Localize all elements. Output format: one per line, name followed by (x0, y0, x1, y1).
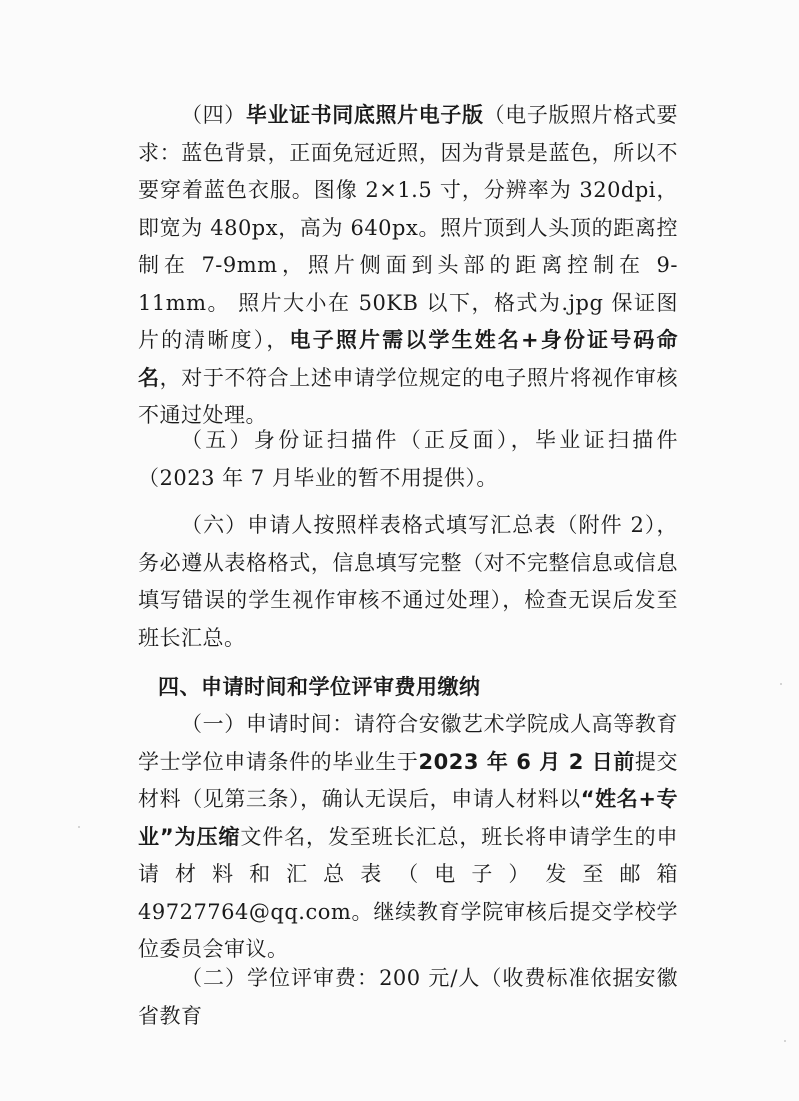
application-time-text-3: 文件名，发至班长汇总，班长将申请学生的申请材料和汇总表（电子）发至邮箱 49727764@qq.com。继续教育学院审核后提交学校学位委员会审议。 (138, 824, 678, 961)
file-naming-rule: “姓名+专业”为压缩 (138, 787, 678, 849)
item-4-note: ，对于不符合上述申请学位规定的电子照片将视作审核不通过处理。 (138, 365, 679, 427)
paragraph-item-5: （五）身份证扫描件（正反面），毕业证扫描件（2023 年 7 月毕业的暂不用提供）。 (138, 428, 678, 490)
item-4-naming-rule: 电子照片需以学生姓名+身份证号码命名 (138, 328, 678, 390)
paragraph-item-6: （六）申请人按照样表格式填写汇总表（附件 2），务必遵从表格格式，信息填写完整（对不完整信息或信息填写错误的学生视作审核不通过处理），检查无误后发至班长汇总。 (138, 513, 678, 650)
paragraph-review-fee: （二）学位评审费：200 元/人（收费标准依据安徽省教育 (138, 966, 678, 1028)
scan-speck (78, 826, 80, 828)
scan-speck (784, 1040, 786, 1042)
paragraph-item-4 (138, 97, 678, 435)
application-time-text: （一）申请时间：请符合安徽艺术学院成人高等教育学士学位申请条件的毕业生于 (138, 712, 678, 774)
section-heading-4: 四、申请时间和学位评审费用缴纳 (158, 675, 481, 699)
item-4-requirements: （电子版照片格式要求：蓝色背景，正面免冠近照，因为背景是蓝色，所以不要穿着蓝色衣服。图像 2×1.5 寸，分辨率为 320dpi，即宽为 480px，高为 640px。照片顶到人头顶的距离控制在 7-9mm，照片侧面到头部的距离控制在 9-11mm。 照片大小在 50KB 以下，格式为.jpg 保证图片的清晰度）， (138, 103, 679, 352)
item-4-title: 毕业证书同底照片电子版 (245, 103, 484, 127)
item-4-marker: （四） (181, 103, 246, 127)
application-time-text-2: 提交材料（见第三条），确认无误后，申请人材料以 (138, 749, 678, 811)
deadline-date: 2023 年 6 月 2 日前 (418, 749, 635, 774)
scan-speck (780, 683, 782, 685)
paragraph-application-time (138, 706, 678, 969)
